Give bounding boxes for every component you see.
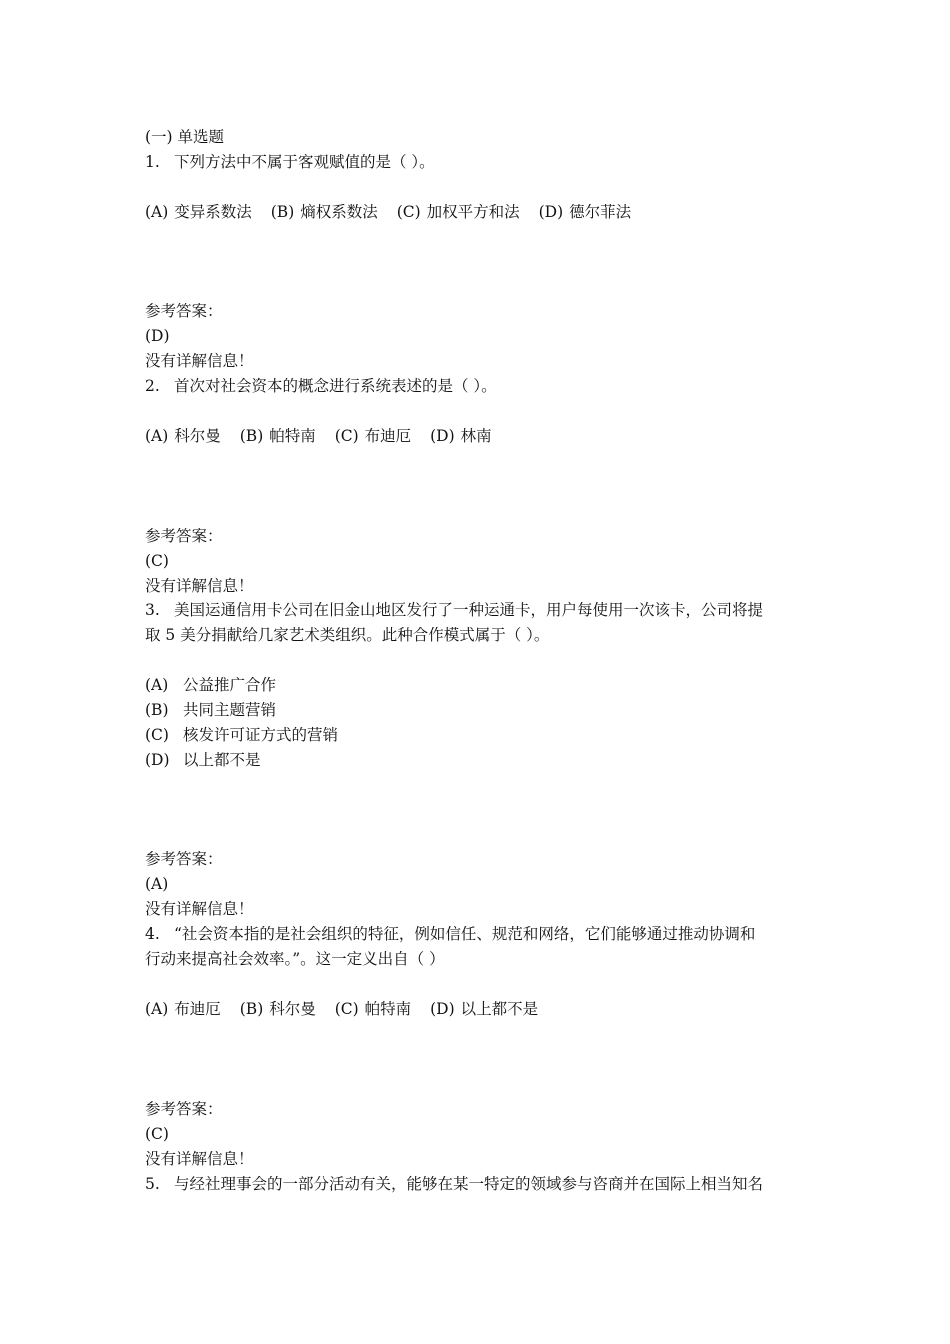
question-number: 4. [145, 925, 160, 943]
option-d: (D) 以上都不是 [430, 1000, 539, 1018]
answer-label: 参考答案： [145, 1100, 223, 1118]
option-c: (C) 帕特南 [334, 1000, 412, 1018]
option-c: (C) 布迪厄 [334, 427, 412, 445]
question-text: “社会资本指的是社会组织的特征，例如信任、规范和网络，它们能够通过推动协调和 [174, 925, 756, 943]
question-3-line-2: 取 5 美分捐献给几家艺术类组织。此种合作模式属于（ ）。 [145, 626, 550, 644]
question-5-line-1 [145, 1174, 763, 1194]
question-3-line-1 [145, 600, 763, 620]
question-2-line-1 [145, 376, 497, 396]
question-text: 下列方法中不属于客观赋值的是（ ）。 [174, 153, 435, 171]
option-d: (D) 以上都不是 [145, 751, 261, 769]
section-title: (一) 单选题 [145, 128, 225, 146]
option-a: (A) 布迪厄 [145, 1000, 221, 1018]
no-detail-note: 没有详解信息！ [145, 352, 254, 370]
answer-value: (D) [145, 327, 170, 345]
answer-label: 参考答案： [145, 850, 223, 868]
no-detail-note: 没有详解信息！ [145, 1150, 254, 1168]
option-a: (A) 公益推广合作 [145, 676, 277, 694]
option-c: (C) 核发许可证方式的营销 [145, 726, 339, 744]
answer-value: (C) [145, 1125, 169, 1143]
question-number: 1. [145, 153, 160, 171]
option-a: (A) 变异系数法 [145, 203, 252, 221]
question-text: 与经社理事会的一部分活动有关，能够在某一特定的领域参与咨商并在国际上相当知名 [174, 1175, 764, 1193]
option-d: (D) 德尔菲法 [538, 203, 632, 221]
question-1-line-1 [145, 152, 435, 172]
question-number: 3. [145, 601, 160, 619]
no-detail-note: 没有详解信息！ [145, 900, 254, 918]
question-text: 美国运通信用卡公司在旧金山地区发行了一种运通卡，用户每使用一次该卡，公司将提 [174, 601, 764, 619]
option-c: (C) 加权平方和法 [396, 203, 520, 221]
answer-value: (C) [145, 552, 169, 570]
question-4-options [145, 999, 552, 1019]
no-detail-note: 没有详解信息！ [145, 577, 254, 595]
option-d: (D) 林南 [430, 427, 492, 445]
answer-label: 参考答案： [145, 302, 223, 320]
question-text: 首次对社会资本的概念进行系统表述的是（ ）。 [174, 377, 497, 395]
question-4-line-2: 行动来提高社会效率。”。这一定义出自（ ） [145, 950, 445, 968]
option-b: (B) 熵权系数法 [270, 203, 378, 221]
question-number: 2. [145, 377, 160, 395]
answer-label: 参考答案： [145, 527, 223, 545]
option-b: (B) 共同主题营销 [145, 701, 277, 719]
question-1-options [145, 202, 645, 222]
question-2-options [145, 426, 506, 446]
answer-value: (A) [145, 875, 169, 893]
question-4-line-1 [145, 924, 755, 944]
option-b: (B) 科尔曼 [239, 1000, 316, 1018]
question-number: 5. [145, 1175, 160, 1193]
option-a: (A) 科尔曼 [145, 427, 221, 445]
option-b: (B) 帕特南 [239, 427, 316, 445]
